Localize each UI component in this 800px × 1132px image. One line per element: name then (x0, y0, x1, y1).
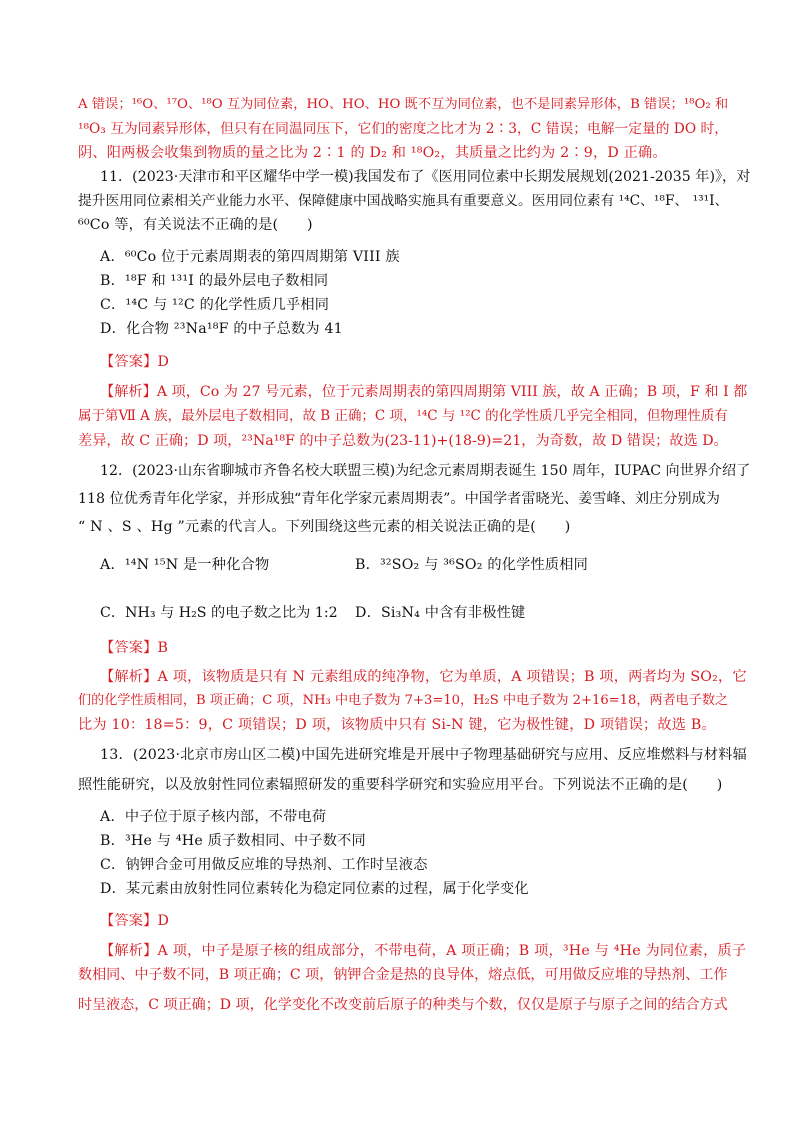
q11-option-b: B．¹⁸F 和 ¹³¹I 的最外层电子数相同 (100, 273, 329, 289)
q12-option-d: D．Si₃N₄ 中含有非极性键 (355, 605, 526, 621)
q11-explanation-line-2: 属于第Ⅶ A 族，最外层电子数相同，故 B 正确；C 项，¹⁴C 与 ¹²C 的化学性质几乎完全相同，但物理性质有 (78, 408, 728, 424)
q11-stem-line-3: ⁶⁰Co 等，有关说法不正确的是( ) (78, 217, 313, 233)
q13-option-c: C．钠钾合金可用做反应堆的导热剂、工作时呈液态 (100, 857, 428, 873)
q12-explanation-line-2: 们的化学性质相同，B 项正确；C 项，NH₃ 中电子数为 7+3=10，H₂S 中电子数为 2+16=18，两者电子数之 (78, 693, 729, 708)
q13-explanation-line-1: 【解析】A 项，中子是原子核的组成部分，不带电荷，A 项正确；B 项，³He 与 ⁴He 为同位素，质子 (100, 943, 747, 959)
q12-explanation-line-1: 【解析】A 项，该物质是只有 N 元素组成的纯净物，它为单质，A 项错误；B 项，两者均为 SO₂，它 (100, 669, 747, 685)
prev-explanation-line-1: A 错误；¹⁶O、¹⁷O、¹⁸O 互为同位素，HO、HO、HO 既不互为同位素，也不是同素异形体，B 错误；¹⁸O₂ 和 (78, 97, 729, 112)
q13-stem-line-2: 照性能研究，以及放射性同位素辐照研发的重要科学研究和实验应用平台。下列说法不正确的是( ) (78, 777, 723, 793)
q13-explanation-line-2: 数相同、中子数不同，B 项正确；C 项，钠钾合金是热的良导体，熔点低，可用做反应堆的导热剂、工作 (78, 967, 728, 983)
q13-explanation-line-3: 时呈液态，C 项正确；D 项，化学变化不改变前后原子的种类与个数，仅仅是原子与原子之间的结合方式 (78, 997, 728, 1013)
q12-stem-line-3: “ N 、S 、Hg ”元素的代言人。下列围绕这些元素的相关说法正确的是( ) (78, 519, 571, 535)
q13-option-b: B．³He 与 ⁴He 质子数相同、中子数不同 (100, 833, 366, 849)
q13-option-a: A．中子位于原子核内部，不带电荷 (100, 809, 327, 825)
q12-answer: 【答案】B (100, 640, 169, 656)
q11-explanation-line-3: 差异，故 C 正确；D 项，²³Na¹⁸F 的中子总数为(23-11)+(18-9)=21，为奇数，故 D 错误；故选 D。 (78, 433, 728, 449)
q13-stem-line-1: 13．(2023·北京市房山区二模)中国先进研究堆是开展中子物理基础研究与应用、反应堆燃料与材料辐 (100, 747, 748, 763)
q11-option-c: C．¹⁴C 与 ¹²C 的化学性质几乎相同 (100, 297, 330, 313)
q11-stem-line-2: 提升医用同位素相关产业能力水平、保障健康中国战略实施具有重要意义。医用同位素有 ¹⁴C、¹⁸F、 ¹³¹I、 (78, 193, 729, 209)
q12-option-b: B．³²SO₂ 与 ³⁶SO₂ 的化学性质相同 (355, 557, 589, 573)
q13-answer: 【答案】D (100, 913, 170, 929)
q12-option-a: A．¹⁴N ¹⁵N 是一种化合物 (100, 557, 270, 573)
q12-stem-line-2: 118 位优秀青年化学家，并形成独“青年化学家元素周期表”。中国学者雷晓光、姜雪峰、刘庄分别成为 (78, 491, 720, 507)
q11-answer: 【答案】D (100, 354, 170, 370)
q11-explanation-line-1: 【解析】A 项，Co 为 27 号元素，位于元素周期表的第四周期第 VIII 族，故 A 正确；B 项，F 和 I 都 (100, 384, 748, 400)
q11-option-a: A．⁶⁰Co 位于元素周期表的第四周期第 VIII 族 (100, 249, 400, 265)
q13-option-d: D．某元素由放射性同位素转化为稳定同位素的过程，属于化学变化 (100, 881, 529, 897)
prev-explanation-line-3: 阴、阳两极会收集到物质的量之比为 2∶1 的 D₂ 和 ¹⁸O₂，其质量之比约为 2∶9，D 正确。 (78, 145, 667, 161)
q11-stem-line-1: 11．(2023·天津市和平区耀华中学一模)我国发布了《医用同位素中长期发展规划(2021-2035 年)》，对 (100, 169, 751, 185)
q12-option-c: C．NH₃ 与 H₂S 的电子数之比为 1:2 (100, 605, 338, 621)
q12-explanation-line-3: 比为 10：18=5：9，C 项错误；D 项，该物质中只有 Si-N 键，它为极性键，D 项错误；故选 B。 (78, 717, 716, 733)
prev-explanation-line-2: ¹⁸O₃ 互为同素异形体，但只有在同温同压下，它们的密度之比才为 2∶3，C 错误；电解一定量的 DO 时， (78, 121, 728, 137)
q12-stem-line-1: 12．(2023·山东省聊城市齐鲁名校大联盟三模)为纪念元素周期表诞生 150 周年，IUPAC 向世界介绍了 (100, 463, 751, 479)
q11-option-d: D．化合物 ²³Na¹⁸F 的中子总数为 41 (100, 321, 343, 337)
